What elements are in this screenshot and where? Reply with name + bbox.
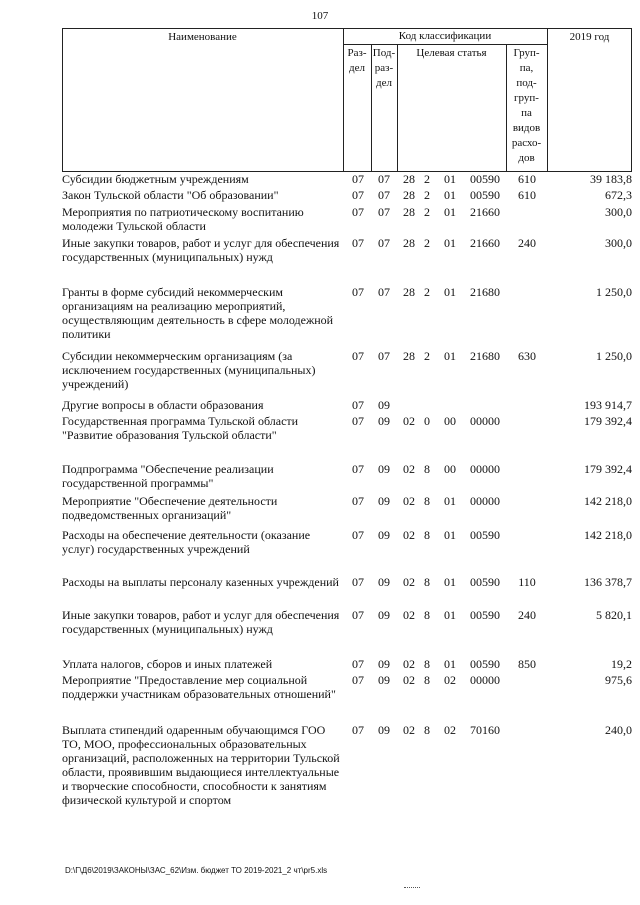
page-number: 107 (311, 10, 329, 22)
row-program: 02 (403, 657, 415, 671)
row-razdel: 07 (352, 528, 364, 542)
row-name: Другие вопросы в области образования (62, 398, 264, 412)
row-program: 02 (403, 608, 415, 622)
row-direction: 00590 (470, 657, 500, 671)
row-podrazdel: 09 (378, 575, 390, 589)
row-event: 00 (444, 462, 456, 476)
row-razdel: 07 (352, 608, 364, 622)
row-event: 01 (444, 285, 456, 299)
row-amount: 672,3 (605, 188, 632, 202)
row-name: Мероприятия по патриотическому воспитанию молодежи Тульской области (62, 205, 304, 233)
row-razdel: 07 (352, 723, 364, 737)
row-event: 01 (444, 528, 456, 542)
row-program: 28 (403, 236, 415, 250)
row-program: 28 (403, 349, 415, 363)
row-amount: 179 392,4 (584, 462, 632, 476)
row-direction: 21660 (470, 205, 500, 219)
row-subprogram: 2 (424, 236, 430, 250)
header-name: Наименование (168, 31, 237, 43)
row-amount: 136 378,7 (584, 575, 632, 589)
row-expense-type: 610 (518, 172, 536, 186)
row-name: Субсидии некоммерческим организациям (за исключением государственных (муниципальных) учреждений) (62, 349, 316, 391)
row-razdel: 07 (352, 285, 364, 299)
row-amount: 975,6 (605, 673, 632, 687)
row-program: 02 (403, 414, 415, 428)
row-direction: 00000 (470, 414, 500, 428)
row-expense-type: 610 (518, 188, 536, 202)
row-direction: 00590 (470, 172, 500, 186)
row-name: Государственная программа Тульской области "Развитие образования Тульской области" (62, 414, 299, 442)
row-podrazdel: 09 (378, 657, 390, 671)
row-event: 01 (444, 172, 456, 186)
row-razdel: 07 (352, 673, 364, 687)
row-name: Гранты в форме субсидий некоммерческим организациям на реализацию мероприятий, осуществляющим деятельность в сфере молодежной политики (62, 285, 334, 341)
row-event: 02 (444, 723, 456, 737)
row-subprogram: 2 (424, 172, 430, 186)
row-event: 01 (444, 188, 456, 202)
row-direction: 00590 (470, 608, 500, 622)
row-podrazdel: 09 (378, 398, 390, 412)
row-direction: 00000 (470, 462, 500, 476)
row-program: 28 (403, 285, 415, 299)
row-event: 01 (444, 494, 456, 508)
header-target: Целевая статья (416, 47, 487, 59)
row-name: Расходы на выплаты персоналу казенных учреждений (62, 575, 339, 589)
row-subprogram: 8 (424, 575, 430, 589)
row-event: 01 (444, 205, 456, 219)
row-podrazdel: 07 (378, 349, 390, 363)
row-subprogram: 2 (424, 188, 430, 202)
row-program: 02 (403, 723, 415, 737)
row-direction: 00590 (470, 528, 500, 542)
row-podrazdel: 09 (378, 414, 390, 428)
header-year: 2019 год (569, 31, 610, 43)
row-podrazdel: 07 (378, 236, 390, 250)
row-direction: 21680 (470, 349, 500, 363)
row-podrazdel: 09 (378, 673, 390, 687)
row-subprogram: 8 (424, 657, 430, 671)
row-podrazdel: 09 (378, 494, 390, 508)
row-razdel: 07 (352, 172, 364, 186)
row-program: 28 (403, 188, 415, 202)
row-amount: 142 218,0 (584, 494, 632, 508)
row-name: Уплата налогов, сборов и иных платежей (62, 657, 273, 671)
row-expense-type: 240 (518, 236, 536, 250)
row-amount: 300,0 (605, 236, 632, 250)
row-name: Субсидии бюджетным учреждениям (62, 172, 249, 186)
row-podrazdel: 07 (378, 285, 390, 299)
header-razdel: Раз- дел (347, 47, 367, 74)
row-direction: 70160 (470, 723, 500, 737)
row-expense-type: 240 (518, 608, 536, 622)
row-razdel: 07 (352, 575, 364, 589)
row-program: 02 (403, 494, 415, 508)
row-amount: 5 820,1 (596, 608, 632, 622)
header-group: Груп- па, под- груп- па видов расхо- дов (511, 47, 542, 164)
row-event: 01 (444, 575, 456, 589)
row-razdel: 07 (352, 462, 364, 476)
row-podrazdel: 07 (378, 205, 390, 219)
file-path-footer: D:\Г\Д6\2019\ЗАКОНЫ\ЗАС_62\Изм. бюджет ТО 2019-2021_2 чт\pr5.xls (65, 866, 328, 875)
row-name: Иные закупки товаров, работ и услуг для обеспечения государственных (муниципальных) нужд (62, 608, 340, 636)
row-program: 02 (403, 528, 415, 542)
row-amount: 39 183,8 (590, 172, 632, 186)
row-program: 28 (403, 172, 415, 186)
row-subprogram: 8 (424, 723, 430, 737)
row-direction: 00000 (470, 673, 500, 687)
row-amount: 193 914,7 (584, 398, 632, 412)
row-expense-type: 850 (518, 657, 536, 671)
row-podrazdel: 09 (378, 723, 390, 737)
row-name: Иные закупки товаров, работ и услуг для обеспечения государственных (муниципальных) нужд (62, 236, 340, 264)
row-subprogram: 2 (424, 349, 430, 363)
row-amount: 142 218,0 (584, 528, 632, 542)
row-amount: 300,0 (605, 205, 632, 219)
row-direction: 00590 (470, 188, 500, 202)
row-event: 01 (444, 349, 456, 363)
scan-mark (404, 887, 420, 888)
row-name: Выплата стипендий одаренным обучающимся ГОО ТО, МОО, профессиональных образовательных организаций, расположенных на территории Тульской области, проявившим выдающиеся интеллектуальные и творческие способности, способности к занятиям физической культурой и спортом (62, 723, 340, 807)
row-name: Расходы на обеспечение деятельности (оказание услуг) государственных учреждений (62, 528, 311, 556)
row-direction: 21660 (470, 236, 500, 250)
row-event: 01 (444, 608, 456, 622)
row-amount: 179 392,4 (584, 414, 632, 428)
row-amount: 19,2 (611, 657, 632, 671)
row-razdel: 07 (352, 657, 364, 671)
row-subprogram: 0 (424, 414, 430, 428)
row-subprogram: 8 (424, 673, 430, 687)
row-event: 01 (444, 657, 456, 671)
row-event: 00 (444, 414, 456, 428)
row-subprogram: 2 (424, 205, 430, 219)
row-program: 02 (403, 575, 415, 589)
row-event: 01 (444, 236, 456, 250)
row-direction: 00590 (470, 575, 500, 589)
row-subprogram: 8 (424, 528, 430, 542)
row-program: 28 (403, 205, 415, 219)
row-podrazdel: 07 (378, 172, 390, 186)
row-expense-type: 630 (518, 349, 536, 363)
row-name: Закон Тульской области "Об образовании" (62, 188, 279, 202)
row-razdel: 07 (352, 236, 364, 250)
row-podrazdel: 09 (378, 462, 390, 476)
row-subprogram: 8 (424, 608, 430, 622)
row-name: Мероприятие "Предоставление мер социальной поддержки участникам образовательных отношений" (62, 673, 336, 701)
row-subprogram: 8 (424, 494, 430, 508)
row-razdel: 07 (352, 414, 364, 428)
row-razdel: 07 (352, 205, 364, 219)
row-direction: 21680 (470, 285, 500, 299)
row-program: 02 (403, 462, 415, 476)
row-event: 02 (444, 673, 456, 687)
row-amount: 1 250,0 (596, 285, 632, 299)
row-amount: 240,0 (605, 723, 632, 737)
row-amount: 1 250,0 (596, 349, 632, 363)
header-classification: Код классификации (398, 30, 492, 42)
row-podrazdel: 09 (378, 608, 390, 622)
row-razdel: 07 (352, 398, 364, 412)
header-podrazdel: Под- раз- дел (372, 47, 396, 89)
row-subprogram: 2 (424, 285, 430, 299)
row-expense-type: 110 (518, 575, 536, 589)
row-direction: 00000 (470, 494, 500, 508)
row-program: 02 (403, 673, 415, 687)
row-subprogram: 8 (424, 462, 430, 476)
row-razdel: 07 (352, 494, 364, 508)
row-razdel: 07 (352, 188, 364, 202)
row-razdel: 07 (352, 349, 364, 363)
row-podrazdel: 09 (378, 528, 390, 542)
row-name: Мероприятие "Обеспечение деятельности подведомственных организаций" (62, 494, 278, 522)
row-name: Подпрограмма "Обеспечение реализации государственной программы" (62, 462, 274, 490)
row-podrazdel: 07 (378, 188, 390, 202)
